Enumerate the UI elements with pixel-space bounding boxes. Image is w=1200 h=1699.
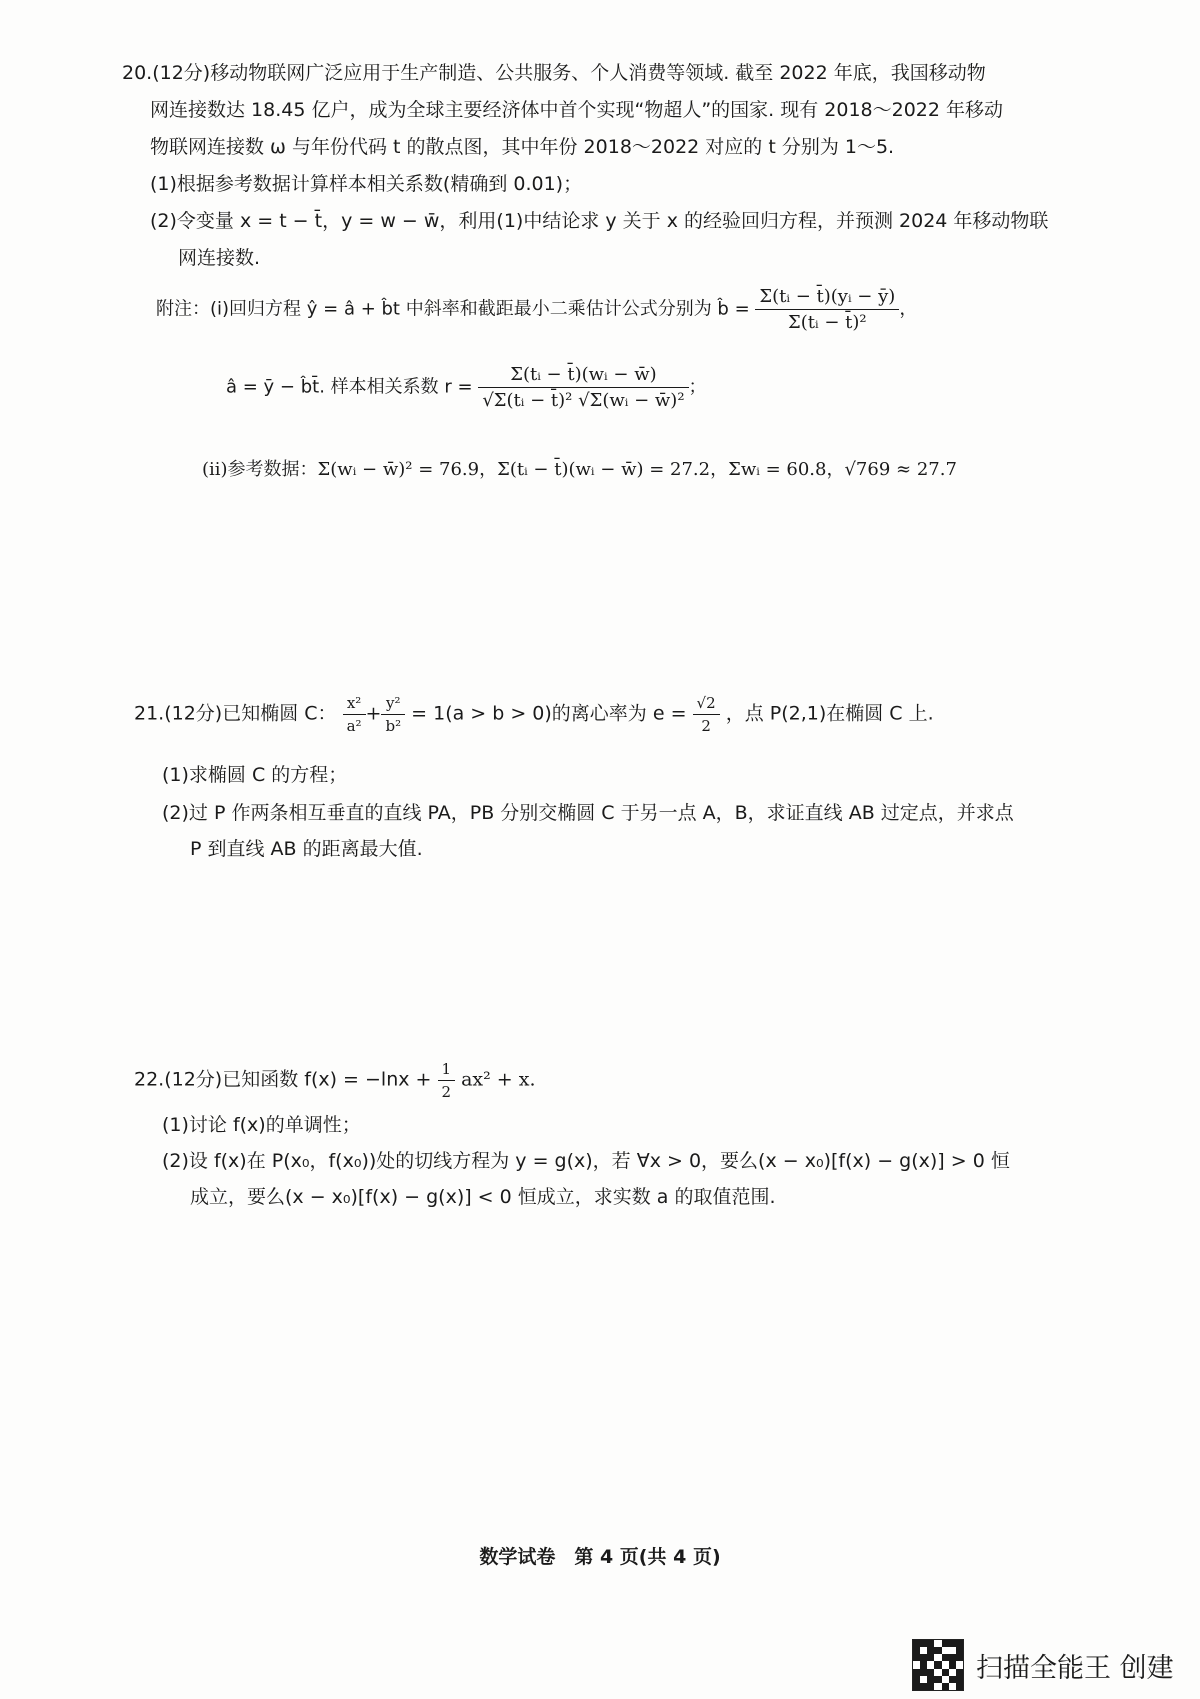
q20-line-3: 物联网连接数 ω 与年份代码 t 的散点图，其中年份 2018～2022 对应的 t 分别为 1～5. xyxy=(150,136,895,158)
q21-part-2-line-1: (2)过 P 作两条相互垂直的直线 PA，PB 分别交椭圆 C 于另一点 A，B，求证直线 AB 过定点，并求点 xyxy=(162,802,1014,824)
qr-code-icon xyxy=(912,1639,964,1691)
q21-x-numerator: x² xyxy=(346,694,362,712)
q22-part-1: (1)讨论 f(x)的单调性； xyxy=(162,1114,361,1136)
q20-a-equation: â = ȳ − b̂t̄. 样本相关系数 r = xyxy=(226,376,473,398)
q20-r-numerator: Σ(tᵢ − t̄)(wᵢ − w̄) xyxy=(510,364,657,385)
q22-half-denominator: 2 xyxy=(438,1080,456,1101)
q21-e-numerator: √2 xyxy=(696,694,716,712)
q20-line-1: 20.(12分)移动物联网广泛应用于生产制造、公共服务、个人消费等领域. 截至 2022 年底，我国移动物 xyxy=(122,62,986,84)
q20-b-numerator: Σ(tᵢ − t̄)(yᵢ − ȳ) xyxy=(759,286,896,307)
scanner-watermark xyxy=(912,1640,1174,1690)
q21-y-denominator: b² xyxy=(381,714,405,735)
q21-part-1: (1)求椭圆 C 的方程； xyxy=(162,764,348,786)
q22-part-2-line-1: (2)设 f(x)在 P(x₀，f(x₀))处的切线方程为 y = g(x)，若 ∀x > 0，要么(x − x₀)[f(x) − g(x)] > 0 恒 xyxy=(162,1150,1010,1172)
q20-reference-data: (ii)参考数据：Σ(wᵢ − w̄)² = 76.9，Σ(tᵢ − t̄)(wᵢ − w̄) = 27.2，Σwᵢ = 60.8，√769 ≈ 27.7 xyxy=(202,459,957,480)
q21-tail: ，点 P(2,1)在椭圆 C 上. xyxy=(725,702,934,725)
q20-b-fraction xyxy=(755,286,899,333)
watermark-text: 扫描全能王 创建 xyxy=(976,1652,1174,1684)
q22-half-numerator: 1 xyxy=(441,1060,452,1078)
q21-part-2-line-2: P 到直线 AB 的距离最大值. xyxy=(190,838,423,860)
q22-tail: ax² + x. xyxy=(461,1068,536,1091)
q20-part-2-line-2: 网连接数. xyxy=(178,247,261,269)
q21-mid: = 1(a > b > 0)的离心率为 e = xyxy=(411,702,687,725)
q20-part-2-line-1: (2)令变量 x = t − t̄，y = w − w̄，利用(1)中结论求 y 关于 x 的经验回归方程，并预测 2024 年移动物联 xyxy=(150,210,1049,232)
q21-x-fraction xyxy=(343,694,366,735)
q22-head: 22.(12分)已知函数 f(x) = −lnx + xyxy=(134,1068,432,1091)
q20-r-denominator: √Σ(tᵢ − t̄)² √Σ(wᵢ − w̄)² xyxy=(478,387,688,411)
q22-stem xyxy=(134,1060,536,1101)
q21-head: 21.(12分)已知椭圆 C： xyxy=(134,702,337,725)
q22-half-fraction xyxy=(438,1060,456,1101)
q20-part-1: (1)根据参考数据计算样本相关系数(精确到 0.01)； xyxy=(150,173,583,195)
q21-y-numerator: y² xyxy=(386,694,401,712)
q20-line-2: 网连接数达 18.45 亿户，成为全球主要经济体中首个实现“物超人”的国家. 现有 2018～2022 年移动 xyxy=(150,99,1004,121)
q21-y-fraction xyxy=(381,694,405,735)
q22-part-2-line-2: 成立，要么(x − x₀)[f(x) − g(x)] < 0 恒成立，求实数 a 的取值范围. xyxy=(190,1186,776,1208)
q20-note-formula-b: 附注：(i)回归方程 ŷ = â + b̂t 中斜率和截距最小二乘估计公式分别为 b̂ = $\frac{\text{Σ(tᵢ − t̄)(yᵢ − ȳ)}}{\text{Σ(tᵢ − t̄)²}}$ ， xyxy=(156,286,918,333)
q21-e-denominator: 2 xyxy=(693,714,720,735)
q20-note-formula-r: â = ȳ − b̂t̄. 样本相关系数 r = $\frac{\text{Σ(tᵢ − t̄)(wᵢ − w̄)}}{\text{√Σ(tᵢ − t̄)² √Σ(wᵢ − w̄)²}}$ ； xyxy=(226,364,707,411)
q21-x-denominator: a² xyxy=(343,714,366,735)
q20-b-denominator: Σ(tᵢ − t̄)² xyxy=(755,309,899,333)
q20-r-fraction xyxy=(478,364,688,411)
q20-note-prefix: 附注：(i)回归方程 ŷ = â + b̂t 中斜率和截距最小二乘估计公式分别为 b̂ = xyxy=(156,298,750,320)
q21-e-fraction xyxy=(693,694,720,735)
page-footer: 数学试卷 第 4 页(共 4 页) xyxy=(479,1546,721,1568)
q21-stem: 21.(12分)已知椭圆 C： $\frac{\text{x²}}{\text{a²}}$ + $\frac{\text{y²}}{\text{b²}}$ = 1(a > b > 0)的离心率为 e = $\frac{√2}{2}$ ，点 P(2,1)在椭圆 C 上. xyxy=(134,694,934,735)
